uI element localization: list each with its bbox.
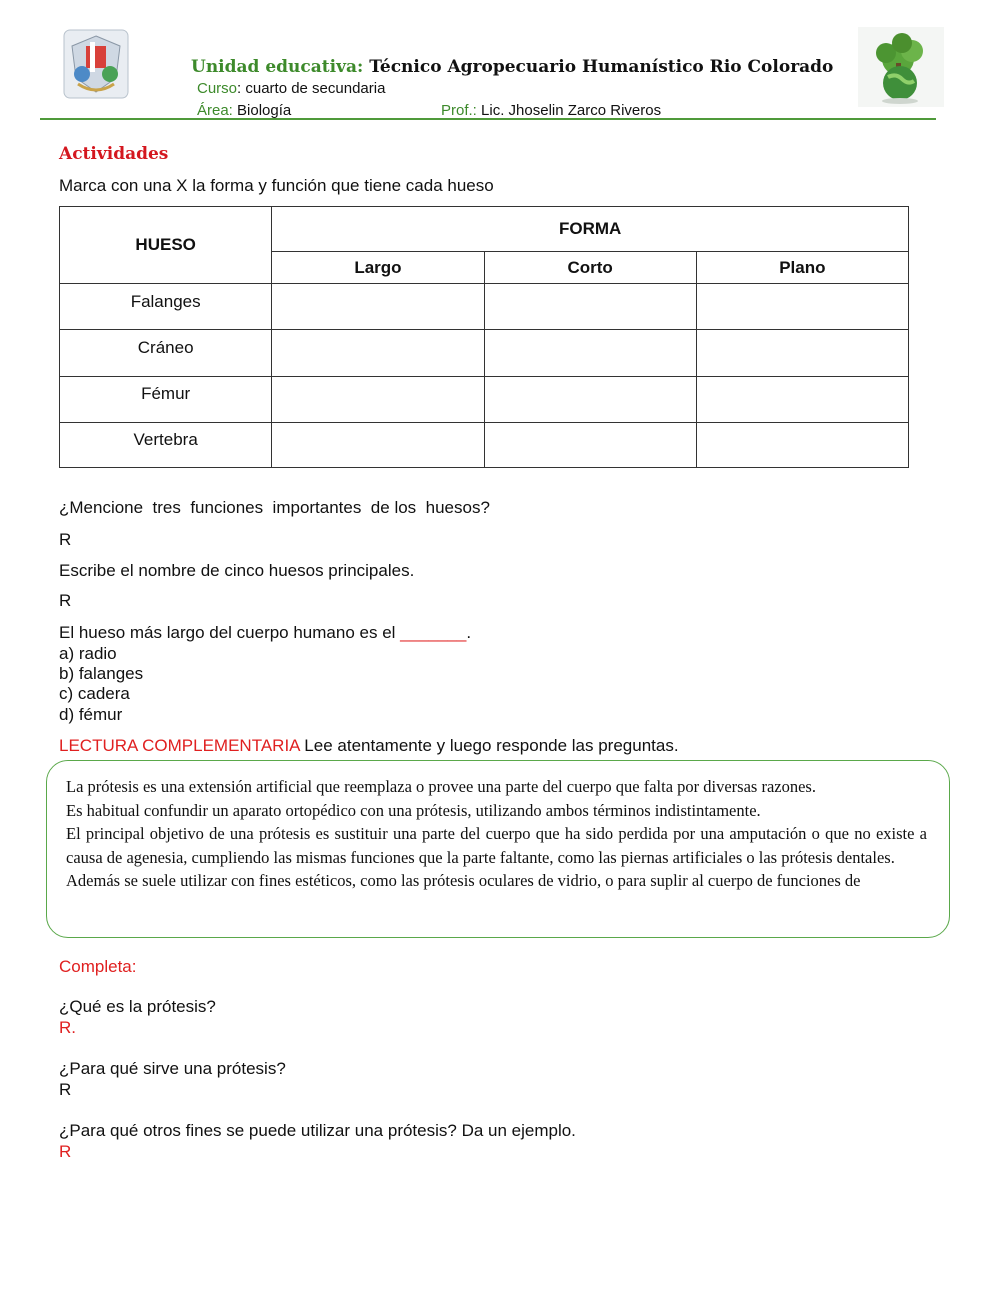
header-hueso: HUESO xyxy=(60,207,272,284)
answer-cell[interactable] xyxy=(484,330,696,377)
header-divider xyxy=(40,118,936,120)
question-bone-names: Escribe el nombre de cinco huesos principales. xyxy=(59,561,415,580)
table-row xyxy=(60,423,909,468)
bone-shape-table xyxy=(59,206,909,468)
question-longest-text: El hueso más largo del cuerpo humano es el xyxy=(59,623,401,642)
table-row xyxy=(60,377,909,423)
answer-cell[interactable] xyxy=(484,377,696,423)
activities-title: Actividades xyxy=(59,144,169,164)
area-value: Biología xyxy=(232,102,292,119)
question-functions: ¿Mencione tres funciones importantes de los huesos? xyxy=(59,498,490,517)
answer-cell[interactable] xyxy=(696,284,908,330)
bone-name: Vertebra xyxy=(60,423,272,468)
question-what-is: ¿Qué es la prótesis? xyxy=(59,997,216,1016)
bone-name: Cráneo xyxy=(60,330,272,377)
fill-blank[interactable]: _______ xyxy=(400,623,467,642)
question-other-uses: ¿Para qué otros fines se puede utilizar una prótesis? Da un ejemplo. xyxy=(59,1121,576,1140)
school-crest-logo xyxy=(62,28,130,100)
area-line xyxy=(197,102,291,119)
course-line xyxy=(197,80,385,97)
header-largo: Largo xyxy=(272,252,484,284)
reading-paragraph-3: El principal objetivo de una prótesis es sustituir una parte del cuerpo que ha sido perdida por una amputación o que no existe a causa de agenesia, cumpliendo las mismas funciones que la parte faltante, como las piernas artificiales o las prótesis dentales. xyxy=(66,824,927,867)
school-name: Técnico Agropecuario Humanístico Rio Colorado xyxy=(369,57,834,77)
reading-paragraph-4: Además se suele utilizar con fines estéticos, como las prótesis oculares de vidrio, o para suplir al cuerpo de funciones de xyxy=(66,871,861,890)
prof-line xyxy=(441,102,661,119)
question-longest-end: . xyxy=(466,623,472,642)
answer-cell[interactable] xyxy=(272,377,484,423)
header-corto: Corto xyxy=(484,252,696,284)
option-c[interactable]: c) cadera xyxy=(59,684,130,703)
answer-purpose[interactable]: R xyxy=(59,1080,72,1099)
school-line xyxy=(191,57,833,77)
answer-other-uses[interactable]: R xyxy=(59,1142,72,1161)
green-globe-tree-logo xyxy=(858,27,944,107)
question-longest-bone xyxy=(59,623,471,643)
area-label: Área: xyxy=(197,102,233,119)
answer-cell[interactable] xyxy=(272,423,484,468)
answer-cell[interactable] xyxy=(272,330,484,377)
complete-title: Completa: xyxy=(59,957,137,976)
course-value: : cuarto de secundaria xyxy=(237,80,386,97)
reading-text xyxy=(66,775,927,893)
answer-cell[interactable] xyxy=(696,330,908,377)
answer-bone-names[interactable]: R xyxy=(59,591,72,610)
prof-label: Prof.: xyxy=(441,102,477,119)
course-label: Curso xyxy=(197,80,238,97)
answer-cell[interactable] xyxy=(484,284,696,330)
option-b[interactable]: b) falanges xyxy=(59,664,144,683)
answer-what-is[interactable]: R. xyxy=(59,1018,76,1037)
table-row xyxy=(60,330,909,377)
option-a[interactable]: a) radio xyxy=(59,644,117,663)
bone-name: Fémur xyxy=(60,377,272,423)
reading-instruction: Lee atentamente y luego responde las preguntas. xyxy=(299,736,679,755)
table-row xyxy=(60,284,909,330)
prof-value: Lic. Jhoselin Zarco Riveros xyxy=(476,102,662,119)
reading-heading xyxy=(59,736,679,756)
answer-cell[interactable] xyxy=(696,377,908,423)
answer-functions[interactable]: R xyxy=(59,530,72,549)
reading-label: LECTURA COMPLEMENTARIA xyxy=(59,736,300,755)
answer-cell[interactable] xyxy=(696,423,908,468)
bone-name: Falanges xyxy=(60,284,272,330)
question-purpose: ¿Para qué sirve una prótesis? xyxy=(59,1059,286,1078)
header-forma: FORMA xyxy=(272,207,909,252)
activities-instruction: Marca con una X la forma y función que tiene cada hueso xyxy=(59,176,494,195)
reading-paragraph-1: La prótesis es una extensión artificial que reemplaza o provee una parte del cuerpo que falta por diversas razones. xyxy=(66,777,816,796)
reading-paragraph-2: Es habitual confundir un aparato ortopédico con una prótesis, utilizando ambos términos indistintamente. xyxy=(66,800,761,820)
school-label: Unidad educativa: xyxy=(191,57,364,77)
option-d[interactable]: d) fémur xyxy=(59,705,123,724)
answer-cell[interactable] xyxy=(484,423,696,468)
header-plano: Plano xyxy=(696,252,908,284)
answer-cell[interactable] xyxy=(272,284,484,330)
reading-box xyxy=(46,760,950,938)
